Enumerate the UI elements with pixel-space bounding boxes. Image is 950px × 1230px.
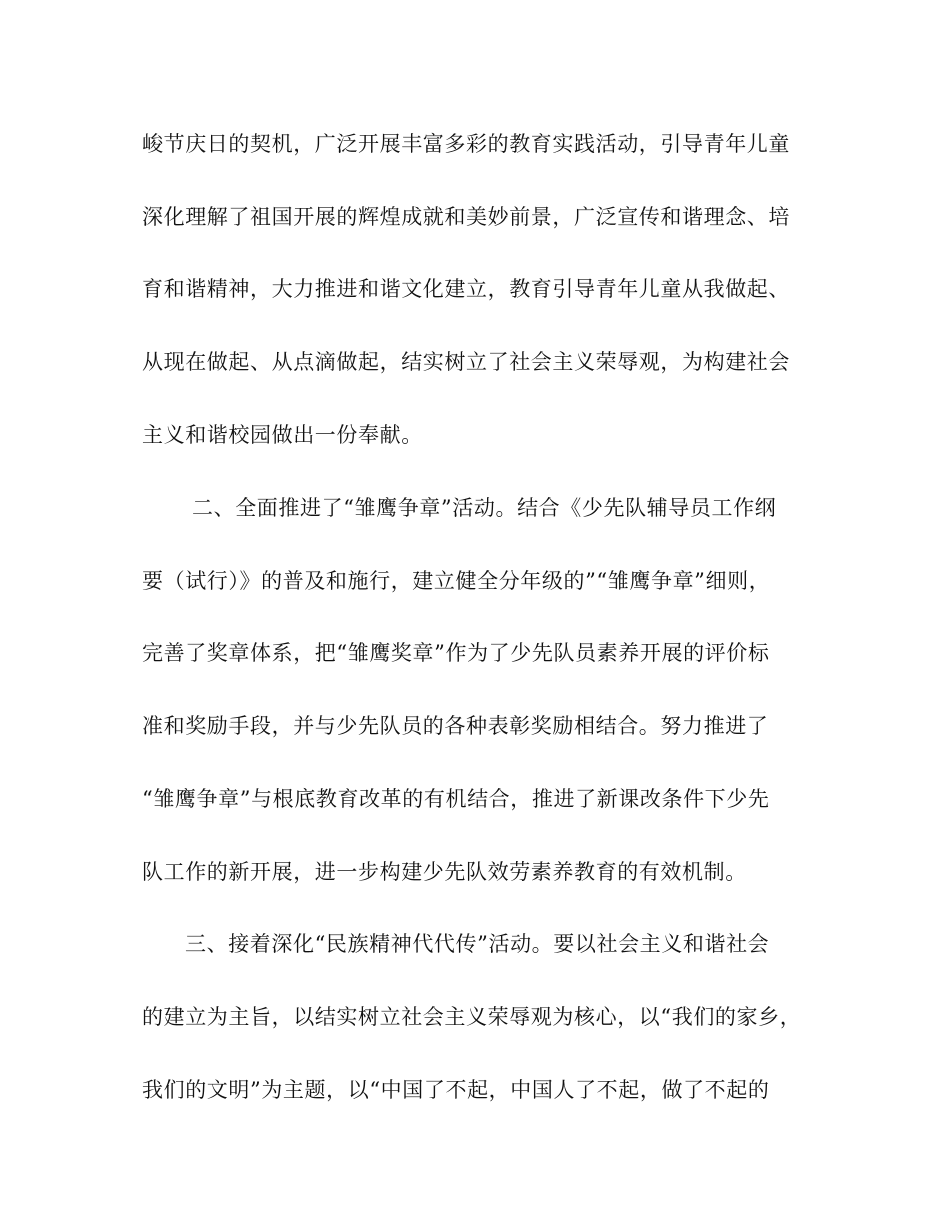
paragraph-line: 我们的文明”为主题，以“中国了不起，中国人了不起，做了不起的 (142, 1078, 770, 1102)
paragraph-line: “雏鹰争章”与根底教育改革的有机结合，推进了新课改条件下少先 (142, 787, 770, 811)
paragraph-line: 从现在做起、从点滴做起，结实树立了社会主义荣辱观，为构建社会 (142, 350, 790, 374)
paragraph-line: 三、接着深化“民族精神代代传”活动。要以社会主义和谐社会 (185, 932, 770, 956)
paragraph-line: 育和谐精神，大力推进和谐文化建立，教育引导青年儿童从我做起、 (142, 277, 790, 301)
paragraph-line: 完善了奖章体系，把“雏鹰奖章”作为了少先队员素养开展的评价标 (142, 641, 770, 665)
paragraph-line: 的建立为主旨，以结实树立社会主义荣辱观为核心，以“我们的家乡， (142, 1005, 802, 1029)
paragraph-line: 二、全面推进了“雏鹰争章”活动。结合《少先队辅导员工作纲 (192, 496, 777, 520)
paragraph-line: 队工作的新开展，进一步构建少先队效劳素养教育的有效机制。 (142, 860, 747, 884)
paragraph-line: 峻节庆日的契机，广泛开展丰富多彩的教育实践活动，引导青年儿童 (142, 132, 790, 156)
paragraph-line: 主义和谐校园做出一份奉献。 (142, 423, 423, 447)
paragraph-line: 准和奖励手段，并与少先队员的各种表彰奖励相结合。努力推进了 (142, 714, 769, 738)
paragraph-line: 深化理解了祖国开展的辉煌成就和美妙前景，广泛宣传和谐理念、培 (142, 205, 790, 229)
paragraph-line: 要（试行）》的普及和施行，建立健全分年级的”“雏鹰争章”细则， (142, 569, 771, 593)
